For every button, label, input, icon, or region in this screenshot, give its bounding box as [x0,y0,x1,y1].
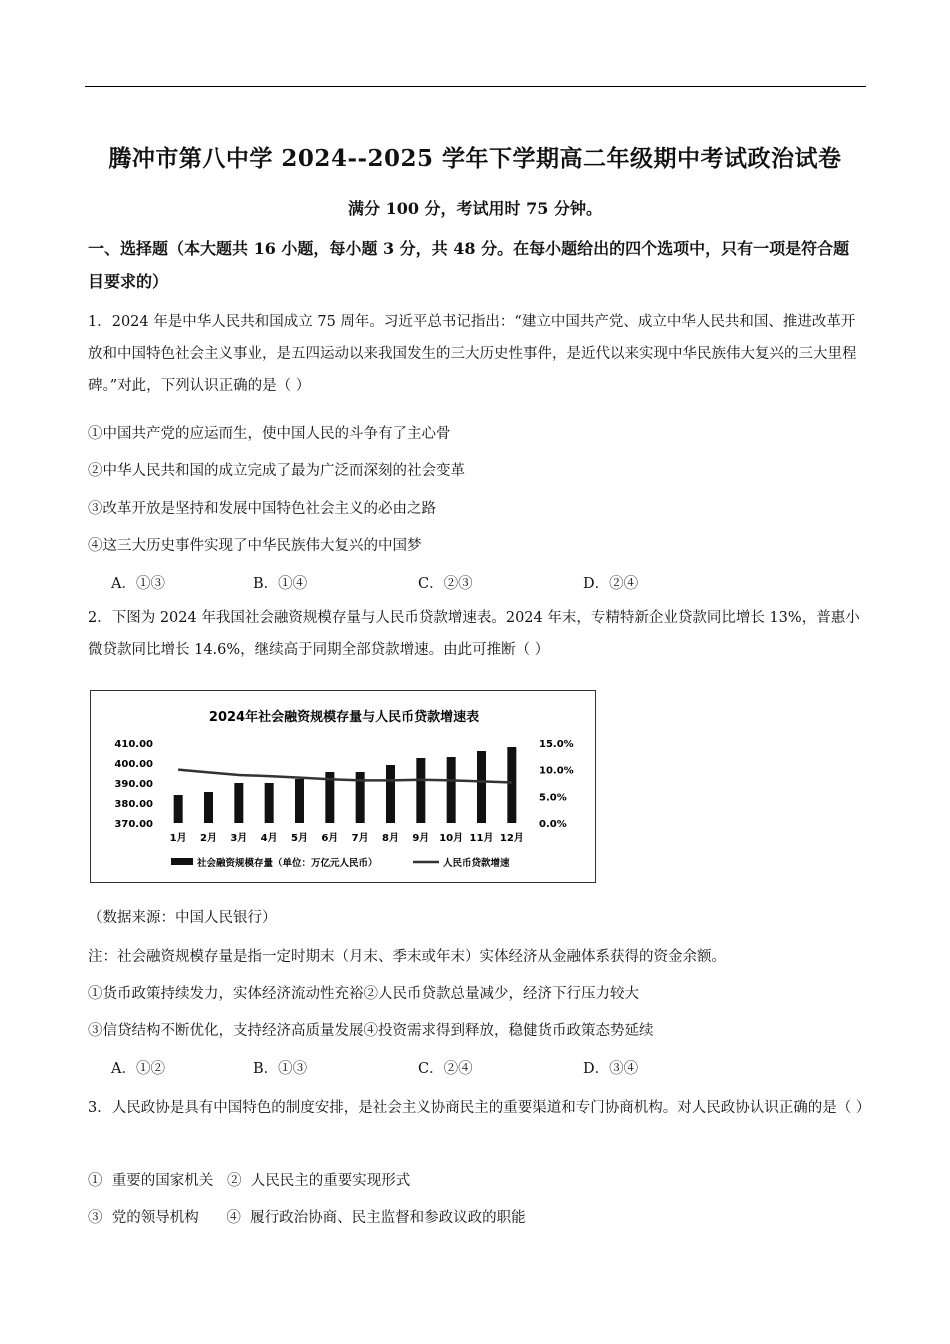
q1-option-c[interactable]: C．②③ [418,576,473,592]
chart-bar [204,792,213,823]
x-tick-label: 9月 [412,833,430,844]
right-tick-label: 5.0% [539,792,567,804]
left-tick-label: 410.00 [114,739,153,750]
q2-statements-line-2: ③信贷结构不断优化，支持经济高质量发展④投资需求得到释放，稳健货币政策态势延续 [88,1023,654,1039]
x-tick-label: 4月 [260,833,278,844]
q1-statement-4: ④这三大历史事件实现了中华民族伟大复兴的中国梦 [88,538,422,554]
x-tick-label: 1月 [169,833,187,844]
exam-info: 满分 100 分，考试用时 75 分钟。 [348,199,602,218]
q3-statements-line-1: ① 重要的国家机关 ② 人民民主的重要实现形式 [88,1173,411,1189]
q2-statements-line-1: ①货币政策持续发力，实体经济流动性充裕②人民币贷款总量减少，经济下行压力较大 [88,986,639,1002]
q1-statement-1: ①中国共产党的应运而生，使中国人民的斗争有了主心骨 [88,426,451,442]
legend-bar-label: 社会融资规模存量（单位：万亿元人民币） [197,858,378,869]
x-tick-label: 10月 [439,833,464,844]
chart-bar [416,758,425,823]
q2-option-a[interactable]: A．①② [111,1061,165,1077]
section-heading: 一、选择题（本大题共 16 小题，每小题 3 分，共 48 分。在每小题给出的四个选项中，只有一项是符合题目要求的） [88,239,850,291]
left-tick-label: 390.00 [114,779,153,790]
chart-bar [507,747,516,823]
q1-option-d[interactable]: D．②④ [583,576,639,592]
legend-line-label: 人民币贷款增速 [443,858,510,869]
q2-option-d[interactable]: D．③④ [583,1061,639,1077]
left-tick-label: 400.00 [114,759,153,770]
x-tick-label: 8月 [382,833,399,844]
chart-bar [295,779,304,823]
chart-bar [265,783,274,823]
chart-bar [174,795,183,823]
x-tick-label: 12月 [499,833,524,844]
q1-option-a[interactable]: A．①③ [111,576,165,592]
chart-svg [91,691,597,884]
chart-bar [477,751,486,823]
chart-line-series [178,770,512,783]
q1-statement-3: ③改革开放是坚持和发展中国特色社会主义的必由之路 [88,501,436,517]
x-tick-label: 6月 [321,833,339,844]
q1-statement-2: ②中华人民共和国的成立完成了最为广泛而深刻的社会变革 [88,463,465,479]
q3-statements-line-2: ③ 党的领导机构 ④ 履行政治协商、民主监督和参政议政的职能 [88,1210,526,1226]
right-tick-label: 15.0% [539,739,574,750]
top-rule [85,86,866,87]
q2-option-c[interactable]: C．②④ [418,1061,473,1077]
q3-stem: 3．人民政协是具有中国特色的制度安排，是社会主义协商民主的重要渠道和专门协商机构。对人民政协认识正确的是（ ） [88,1100,871,1116]
chart-bar [234,783,243,823]
chart-bar [386,765,395,823]
q1-option-b[interactable]: B．①④ [253,576,308,592]
right-tick-label: 10.0% [539,765,574,777]
q2-note: 注：社会融资规模存量是指一定时期末（月末、季末或年末）实体经济从金融体系获得的资金余额。 [88,949,726,965]
left-tick-label: 380.00 [114,799,153,810]
left-tick-label: 370.00 [114,819,153,830]
x-tick-label: 3月 [230,833,248,844]
q2-stem: 2．下图为 2024 年我国社会融资规模存量与人民币贷款增速表。2024 年末，专精特新企业贷款同比增长 13%，普惠小微贷款同比增长 14.6%，继续高于同期全部贷款增速。由此可推断（ ） [88,610,860,658]
x-tick-label: 5月 [291,833,308,844]
legend-bar-swatch [171,858,193,865]
right-tick-label: 0.0% [539,819,567,830]
chart-figure [90,690,596,883]
q2-option-b[interactable]: B．①③ [253,1061,308,1077]
x-tick-label: 11月 [469,833,494,844]
q2-source: （数据来源：中国人民银行） [88,910,277,926]
page-title: 腾冲市第八中学 2024--2025 学年下学期高二年级期中考试政治试卷 [108,145,842,172]
x-tick-label: 7月 [351,833,369,844]
chart-bar [447,757,456,823]
x-tick-label: 2月 [200,833,217,844]
q1-stem: 1．2024 年是中华人民共和国成立 75 周年。习近平总书记指出：“建立中国共产党、成立中华人民共和国、推进改革开放和中国特色社会主义事业，是五四运动以来我国发生的三大历史性事件，是近代以来实现中华民族伟大复兴的三大里程碑。”对此，下列认识正确的是（ ） [88,314,857,394]
chart-title: 2024年社会融资规模存量与人民币贷款增速表 [208,710,480,725]
